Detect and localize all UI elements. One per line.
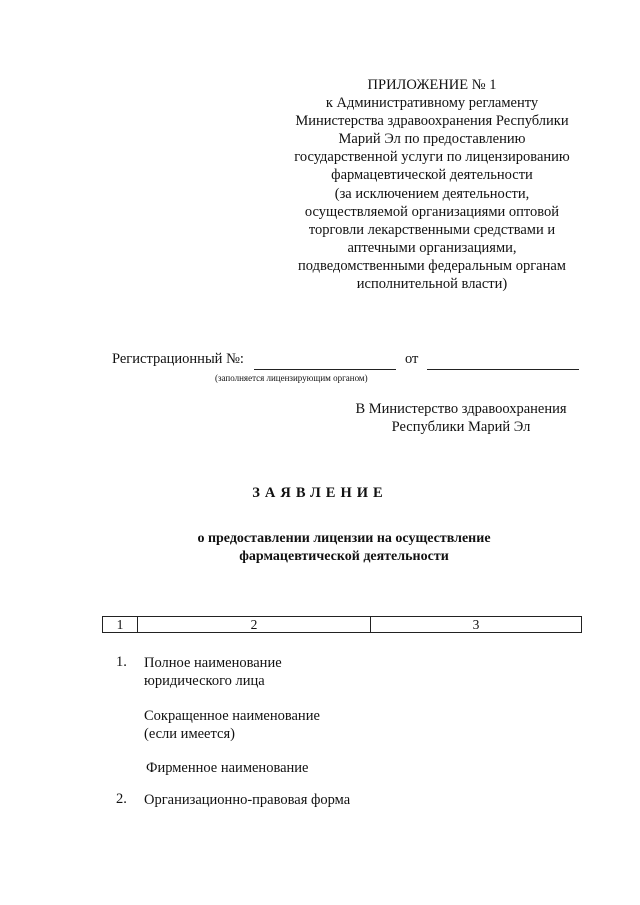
appendix-line: исполнительной власти): [356, 276, 508, 293]
appendix-line: Министерства здравоохранения Республики: [295, 113, 569, 130]
subtitle-line: о предоставлении лицензии на осуществление: [197, 531, 491, 546]
appendix-line: аптечными организациями,: [347, 239, 517, 256]
appendix-title: ПРИЛОЖЕНИЕ № 1: [367, 77, 497, 93]
appendix-header: [262, 76, 602, 293]
full-name-line: юридического лица: [144, 673, 265, 689]
appendix-line: Марий Эл по предоставлению: [338, 131, 526, 148]
column-number-cell: 2: [138, 617, 371, 633]
item-number: 2.: [116, 791, 127, 807]
column-number-table: [102, 616, 582, 633]
registration-note: (заполняется лицензирующим органом): [215, 373, 368, 383]
registration-date-field[interactable]: [427, 369, 579, 370]
short-name-line: (если имеется): [144, 726, 235, 742]
full-name-label: [144, 654, 282, 690]
column-number-cell: 1: [103, 617, 138, 633]
table-row: [103, 617, 582, 633]
appendix-line: к Административному регламенту: [325, 95, 539, 112]
full-name-line: Полное наименование: [144, 655, 282, 671]
appendix-line: государственной услуги по лицензированию: [294, 149, 570, 166]
brand-name-label: Фирменное наименование: [146, 760, 309, 776]
legal-form-label: Организационно-правовая форма: [144, 792, 351, 808]
appendix-line: (за исключением деятельности,: [334, 185, 530, 202]
appendix-line: торговли лекарственными средствами и: [308, 221, 556, 238]
appendix-line: подведомственными федеральным органам: [298, 257, 566, 274]
short-name-line: Сокращенное наименование: [144, 708, 320, 724]
document-title: ЗАЯВЛЕНИЕ: [252, 485, 388, 501]
subtitle-line: фармацевтической деятельности: [239, 549, 449, 564]
short-name-label: [144, 707, 320, 743]
column-number-cell: 3: [371, 617, 582, 633]
item-number: 1.: [116, 654, 127, 670]
appendix-line: осуществляемой организациями оптовой: [304, 203, 560, 220]
recipient-line: Республики Марий Эл: [391, 419, 531, 435]
recipient-line: В Министерство здравоохранения: [355, 401, 567, 417]
registration-label: Регистрационный №:: [112, 351, 244, 367]
registration-from-label: от: [405, 351, 419, 367]
recipient-block: [330, 400, 592, 436]
document-subtitle: [150, 530, 538, 566]
registration-number-field[interactable]: [254, 369, 396, 370]
appendix-line: фармацевтической деятельности: [331, 167, 533, 184]
